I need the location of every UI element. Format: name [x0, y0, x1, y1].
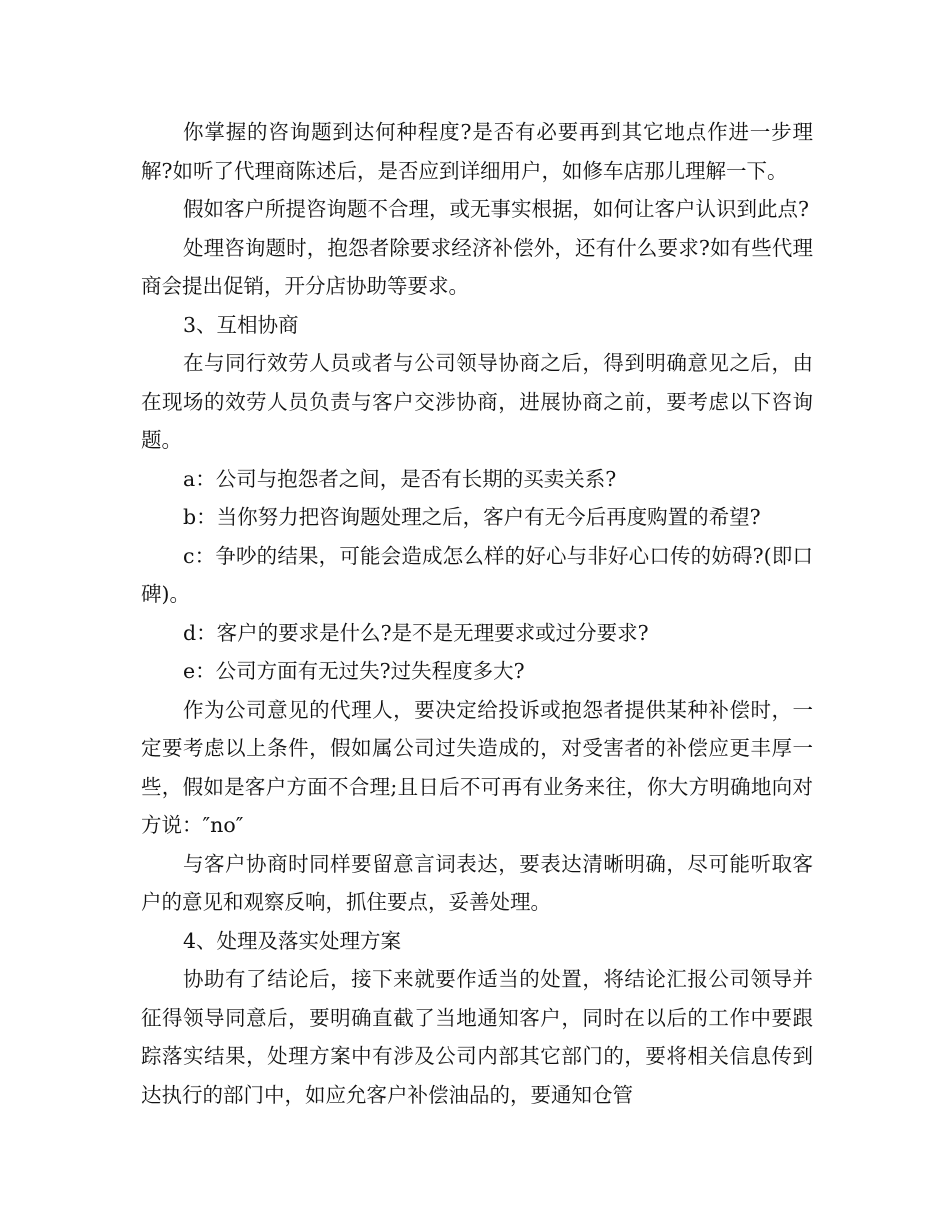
section-heading-mutual-negotiation: 3、互相协商 [183, 312, 299, 337]
paragraph-other-requirements: 处理咨询题时，抱怨者除要求经济补偿外，还有什么要求?如有些代理商会提出促销，开分店协助等要求。 [141, 235, 813, 298]
document-body [141, 113, 813, 1114]
list-item-d: d：客户的要求是什么?是不是无理要求或过分要求? [183, 620, 649, 645]
list-item-b: b：当你努力把咨询题处理之后，客户有无今后再度购置的希望? [183, 505, 761, 529]
paragraph-negotiation-intro: 在与同行效劳人员或者与公司领导协商之后，得到明确意见之后，由在现场的效劳人员负责与客户交涉协商，进展协商之前，要考虑以下咨询题。 [141, 351, 813, 452]
paragraph-compensation-decision: 作为公司意见的代理人，要决定给投诉或抱怨者提供某种补偿时，一定要考虑以上条件，假如属公司过失造成的，对受害者的补偿应更丰厚一些，假如是客户方面不合理;且日后不可再有业务来往，你大方明确地向对方说：″no″ [141, 697, 813, 837]
list-item-e: e：公司方面有无过失?过失程度多大? [183, 659, 525, 683]
paragraph-unreasonable-complaint: 假如客户所提咨询题不合理，或无事实根据，如何让客户认识到此点? [183, 197, 809, 221]
paragraph-negotiation-wording: 与客户协商时同样要留意言词表达，要表达清晰明确，尽可能听取客户的意见和观察反响，抓住要点，妥善处理。 [141, 851, 813, 914]
section-heading-implement-solution: 4、处理及落实处理方案 [183, 928, 402, 953]
list-item-c: c：争吵的结果，可能会造成怎么样的好心与非好心口传的妨碍?(即口碑)。 [141, 543, 813, 606]
list-item-a: a：公司与抱怨者之间，是否有长期的买卖关系? [183, 466, 617, 491]
paragraph-extent-of-understanding: 你掌握的咨询题到达何种程度?是否有必要再到其它地点作进一步理解?如听了代理商陈述后，是否应到详细用户，如修车店那儿理解一下。 [141, 120, 813, 183]
paragraph-implementation-details: 协助有了结论后，接下来就要作适当的处置，将结论汇报公司领导并征得领导同意后，要明确直截了当地通知客户，同时在以后的工作中要跟踪落实结果，处理方案中有涉及公司内部其它部门的，要将相关信息传到达执行的部门中，如应允客户补偿油品的，要通知仓管 [141, 967, 813, 1107]
